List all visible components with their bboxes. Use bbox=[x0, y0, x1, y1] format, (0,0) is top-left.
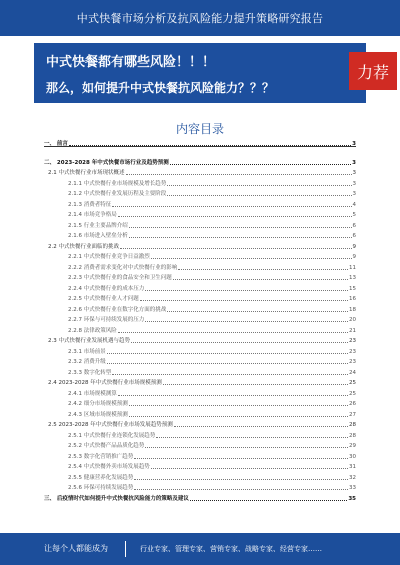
toc-leader-dots bbox=[112, 374, 348, 375]
footer-roles: 行业专家、管理专家、营销专家、战略专家、经营专家…… bbox=[140, 545, 322, 553]
toc-entry-page: 31 bbox=[349, 464, 356, 470]
toc-entry-label: 2.3.2 消费升级 bbox=[68, 359, 106, 365]
toc-entry-label: 2.2.8 法律政策风险 bbox=[68, 327, 117, 334]
toc-entry-page: 29 bbox=[349, 443, 356, 449]
toc-entry-label: 2.4.3 区域市场规模预测 bbox=[68, 411, 128, 418]
toc-entry-label: 2.2.1 中式快餐行业竞争日益激烈 bbox=[68, 254, 150, 260]
toc-entry[interactable] bbox=[44, 348, 356, 356]
toc-entry[interactable] bbox=[44, 243, 356, 251]
toc-leader-dots bbox=[129, 237, 352, 238]
toc-entry-page: 30 bbox=[349, 453, 356, 460]
toc-entry-label: 2.2.6 中式快餐行业在数字化方面的挑战 bbox=[68, 306, 167, 313]
toc-entry[interactable] bbox=[44, 274, 356, 282]
toc-entry-page: 3 bbox=[352, 180, 356, 187]
toc-entry-page: 5 bbox=[352, 212, 356, 218]
toc-leader-dots bbox=[118, 216, 352, 217]
toc-leader-dots bbox=[190, 500, 347, 501]
toc-entry[interactable] bbox=[44, 463, 356, 471]
toc-entry-page: 16 bbox=[349, 296, 356, 302]
toc-entry[interactable] bbox=[44, 211, 356, 219]
toc-entry-label: 2.2.3 中式快餐行业的食品安全和卫生问题 bbox=[68, 275, 172, 281]
toc-entry-page: 26 bbox=[349, 401, 356, 407]
toc-entry-page: 33 bbox=[349, 485, 356, 491]
toc-entry[interactable] bbox=[44, 390, 356, 398]
toc-entry-page: 4 bbox=[352, 201, 356, 208]
toc-entry-page: 23 bbox=[349, 348, 356, 355]
toc-leader-dots bbox=[178, 269, 348, 270]
toc-entry-label: 2.4 2023-2028 年中式快餐行业市场规模预测 bbox=[48, 380, 162, 386]
toc-leader-dots bbox=[129, 405, 348, 406]
toc-entry-page: 24 bbox=[349, 369, 356, 376]
toc-entry-label: 2.3.3 数字化转型 bbox=[68, 369, 112, 376]
toc-entry[interactable] bbox=[44, 180, 356, 188]
toc-leader-dots bbox=[129, 416, 348, 417]
toc-entry-page: 23 bbox=[349, 338, 356, 344]
toc-entry-page: 3 bbox=[352, 141, 356, 147]
toc-entry-label: 2.1.6 市场进入壁垒分析 bbox=[68, 233, 128, 239]
toc-leader-dots bbox=[69, 145, 351, 146]
toc-entry-label: 二、 2023-2028 年中式快餐市场行业及趋势预测 bbox=[44, 159, 169, 166]
toc-title: 内容目录 bbox=[175, 122, 224, 136]
toc-entry-page: 32 bbox=[349, 474, 356, 481]
toc-entry-label: 2.1 中式快餐行业市场现状概述 bbox=[48, 170, 125, 176]
toc-leader-dots bbox=[163, 384, 348, 385]
toc-entry[interactable] bbox=[44, 484, 356, 492]
report-title: 中式快餐市场分析及抗风险能力提升策略研究报告 bbox=[76, 12, 324, 25]
toc-entry[interactable] bbox=[44, 474, 356, 482]
toc-entry[interactable] bbox=[44, 140, 356, 148]
toc-entry-label: 2.5.3 数字化营销推广趋势 bbox=[68, 453, 134, 460]
toc-entry-page: 27 bbox=[349, 411, 356, 418]
toc-leader-dots bbox=[174, 426, 348, 427]
toc-entry[interactable] bbox=[44, 222, 356, 230]
toc-entry-label: 2.1.3 消费者特征 bbox=[68, 201, 112, 208]
toc-entry-page: 9 bbox=[352, 254, 356, 260]
toc-entry[interactable] bbox=[44, 379, 356, 387]
toc-entry-page: 3 bbox=[352, 159, 356, 166]
toc-entry-page: 3 bbox=[352, 191, 356, 197]
toc-entry[interactable] bbox=[44, 453, 356, 461]
toc-entry-page: 6 bbox=[352, 233, 356, 239]
toc-entry[interactable] bbox=[44, 411, 356, 419]
banner-headline: 中式快餐都有哪些风险！！！ bbox=[46, 55, 216, 70]
toc-entry-label: 一、 前言 bbox=[44, 141, 68, 147]
toc-entry-label: 2.4.1 市场规模测算 bbox=[68, 390, 117, 397]
toc-leader-dots bbox=[145, 447, 348, 448]
toc-entry-page: 35 bbox=[348, 495, 356, 502]
toc-entry[interactable] bbox=[44, 190, 356, 198]
toc-entry[interactable] bbox=[44, 358, 356, 366]
toc-leader-dots bbox=[170, 164, 351, 165]
toc-entry-page: 25 bbox=[349, 390, 356, 397]
toc-entry[interactable] bbox=[44, 253, 356, 261]
toc-leader-dots bbox=[134, 479, 348, 480]
toc-entry-page: 25 bbox=[349, 380, 356, 386]
toc-leader-dots bbox=[107, 353, 348, 354]
toc-entry[interactable] bbox=[44, 306, 356, 314]
toc-leader-dots bbox=[134, 458, 348, 459]
toc-entry-label: 2.3.1 市场前景 bbox=[68, 348, 106, 355]
toc-entry-page: 21 bbox=[349, 327, 356, 334]
toc-entry-page: 18 bbox=[349, 306, 356, 313]
toc-entry[interactable] bbox=[44, 369, 356, 377]
toc-entry-label: 2.5.1 中式快餐行业连锁化发展趋势 bbox=[68, 432, 156, 439]
toc-entry[interactable] bbox=[44, 232, 356, 240]
toc-entry-page: 9 bbox=[352, 243, 356, 250]
toc-entry[interactable] bbox=[44, 442, 356, 450]
toc-entry-label: 2.1.5 行业主要品牌介绍 bbox=[68, 222, 128, 229]
toc-entry-label: 2.1.1 中式快餐行业市场规模及增长趋势 bbox=[68, 180, 167, 187]
toc-entry-label: 2.2.7 环保与可持续发展的压力 bbox=[68, 317, 145, 323]
footer-slogan: 让每个人都能成为 bbox=[44, 544, 108, 553]
toc-leader-dots bbox=[107, 363, 348, 364]
top-header bbox=[0, 0, 400, 36]
toc-entry-label: 2.5.4 中式快餐外卖市场发展趋势 bbox=[68, 464, 150, 470]
toc-entry-label: 2.1.4 市场竞争格局 bbox=[68, 212, 117, 218]
toc-entry-label: 2.2 中式快餐行业面临的挑战 bbox=[48, 243, 119, 250]
table-of-contents bbox=[44, 140, 356, 505]
toc-leader-dots bbox=[118, 395, 348, 396]
toc-leader-dots bbox=[140, 300, 348, 301]
toc-entry-page: 6 bbox=[352, 222, 356, 229]
toc-entry-page: 20 bbox=[349, 317, 356, 323]
toc-entry-label: 2.4.2 细分市场规模预测 bbox=[68, 401, 128, 407]
toc-entry[interactable] bbox=[44, 159, 356, 167]
toc-entry[interactable] bbox=[44, 495, 356, 503]
toc-entry[interactable] bbox=[44, 337, 356, 345]
toc-entry-page: 28 bbox=[349, 432, 356, 439]
toc-entry-label: 2.2.5 中式快餐行业人才问题 bbox=[68, 296, 139, 302]
toc-entry-page: 11 bbox=[349, 264, 356, 271]
toc-entry-label: 2.5 2023-2028 年中式快餐行业市场发展趋势预测 bbox=[48, 422, 173, 428]
toc-entry[interactable] bbox=[44, 295, 356, 303]
toc-entry[interactable] bbox=[44, 169, 356, 177]
toc-leader-dots bbox=[167, 185, 351, 186]
toc-entry-label: 2.2.4 中式快餐行业的成本压力 bbox=[68, 285, 145, 292]
toc-entry-page: 13 bbox=[349, 275, 356, 281]
toc-entry-page: 28 bbox=[349, 422, 356, 428]
toc-entry-label: 2.1.2 中式快餐行业发展历程及主要阶段 bbox=[68, 191, 167, 197]
toc-leader-dots bbox=[131, 342, 348, 343]
toc-entry-page: 15 bbox=[349, 285, 356, 292]
toc-leader-dots bbox=[167, 195, 351, 196]
toc-leader-dots bbox=[120, 248, 352, 249]
toc-leader-dots bbox=[151, 468, 348, 469]
toc-entry-label: 三、 后疫情时代如何提升中式快餐抗风险能力的策略及建议 bbox=[44, 495, 189, 502]
toc-leader-dots bbox=[129, 227, 352, 228]
banner-subheadline: 那么，如何提升中式快餐抗风险能力？？？ bbox=[46, 81, 275, 95]
footer-bar bbox=[0, 533, 400, 565]
toc-entry[interactable] bbox=[44, 432, 356, 440]
toc-leader-dots bbox=[145, 290, 348, 291]
toc-entry[interactable] bbox=[44, 327, 356, 335]
footer-divider bbox=[125, 541, 126, 557]
toc-entry[interactable] bbox=[44, 264, 356, 272]
toc-leader-dots bbox=[167, 311, 348, 312]
toc-entry[interactable] bbox=[44, 316, 356, 324]
toc-leader-dots bbox=[151, 258, 352, 259]
toc-entry[interactable] bbox=[44, 400, 356, 408]
toc-leader-dots bbox=[173, 279, 348, 280]
recommend-badge: 力荐 bbox=[349, 52, 397, 90]
toc-leader-dots bbox=[145, 321, 348, 322]
toc-entry-label: 2.2.2 消费者需求变化对中式快餐行业的影响 bbox=[68, 264, 178, 271]
toc-entry[interactable] bbox=[44, 421, 356, 429]
toc-leader-dots bbox=[112, 206, 351, 207]
toc-entry-page: 3 bbox=[352, 170, 356, 176]
toc-leader-dots bbox=[126, 174, 352, 175]
toc-entry-label: 2.5.5 健康营养化发展趋势 bbox=[68, 474, 134, 481]
toc-entry[interactable] bbox=[44, 285, 356, 293]
promo-banner bbox=[34, 43, 366, 103]
toc-leader-dots bbox=[118, 332, 348, 333]
toc-leader-dots bbox=[134, 489, 348, 490]
toc-entry-label: 2.3 中式快餐行业发展机遇与趋势 bbox=[48, 338, 130, 344]
toc-entry[interactable] bbox=[44, 201, 356, 209]
toc-leader-dots bbox=[156, 437, 348, 438]
toc-entry-label: 2.5.2 中式快餐产品品质化趋势 bbox=[68, 443, 145, 449]
toc-entry-page: 23 bbox=[349, 359, 356, 365]
toc-entry-label: 2.5.6 环保可持续发展趋势 bbox=[68, 485, 134, 491]
